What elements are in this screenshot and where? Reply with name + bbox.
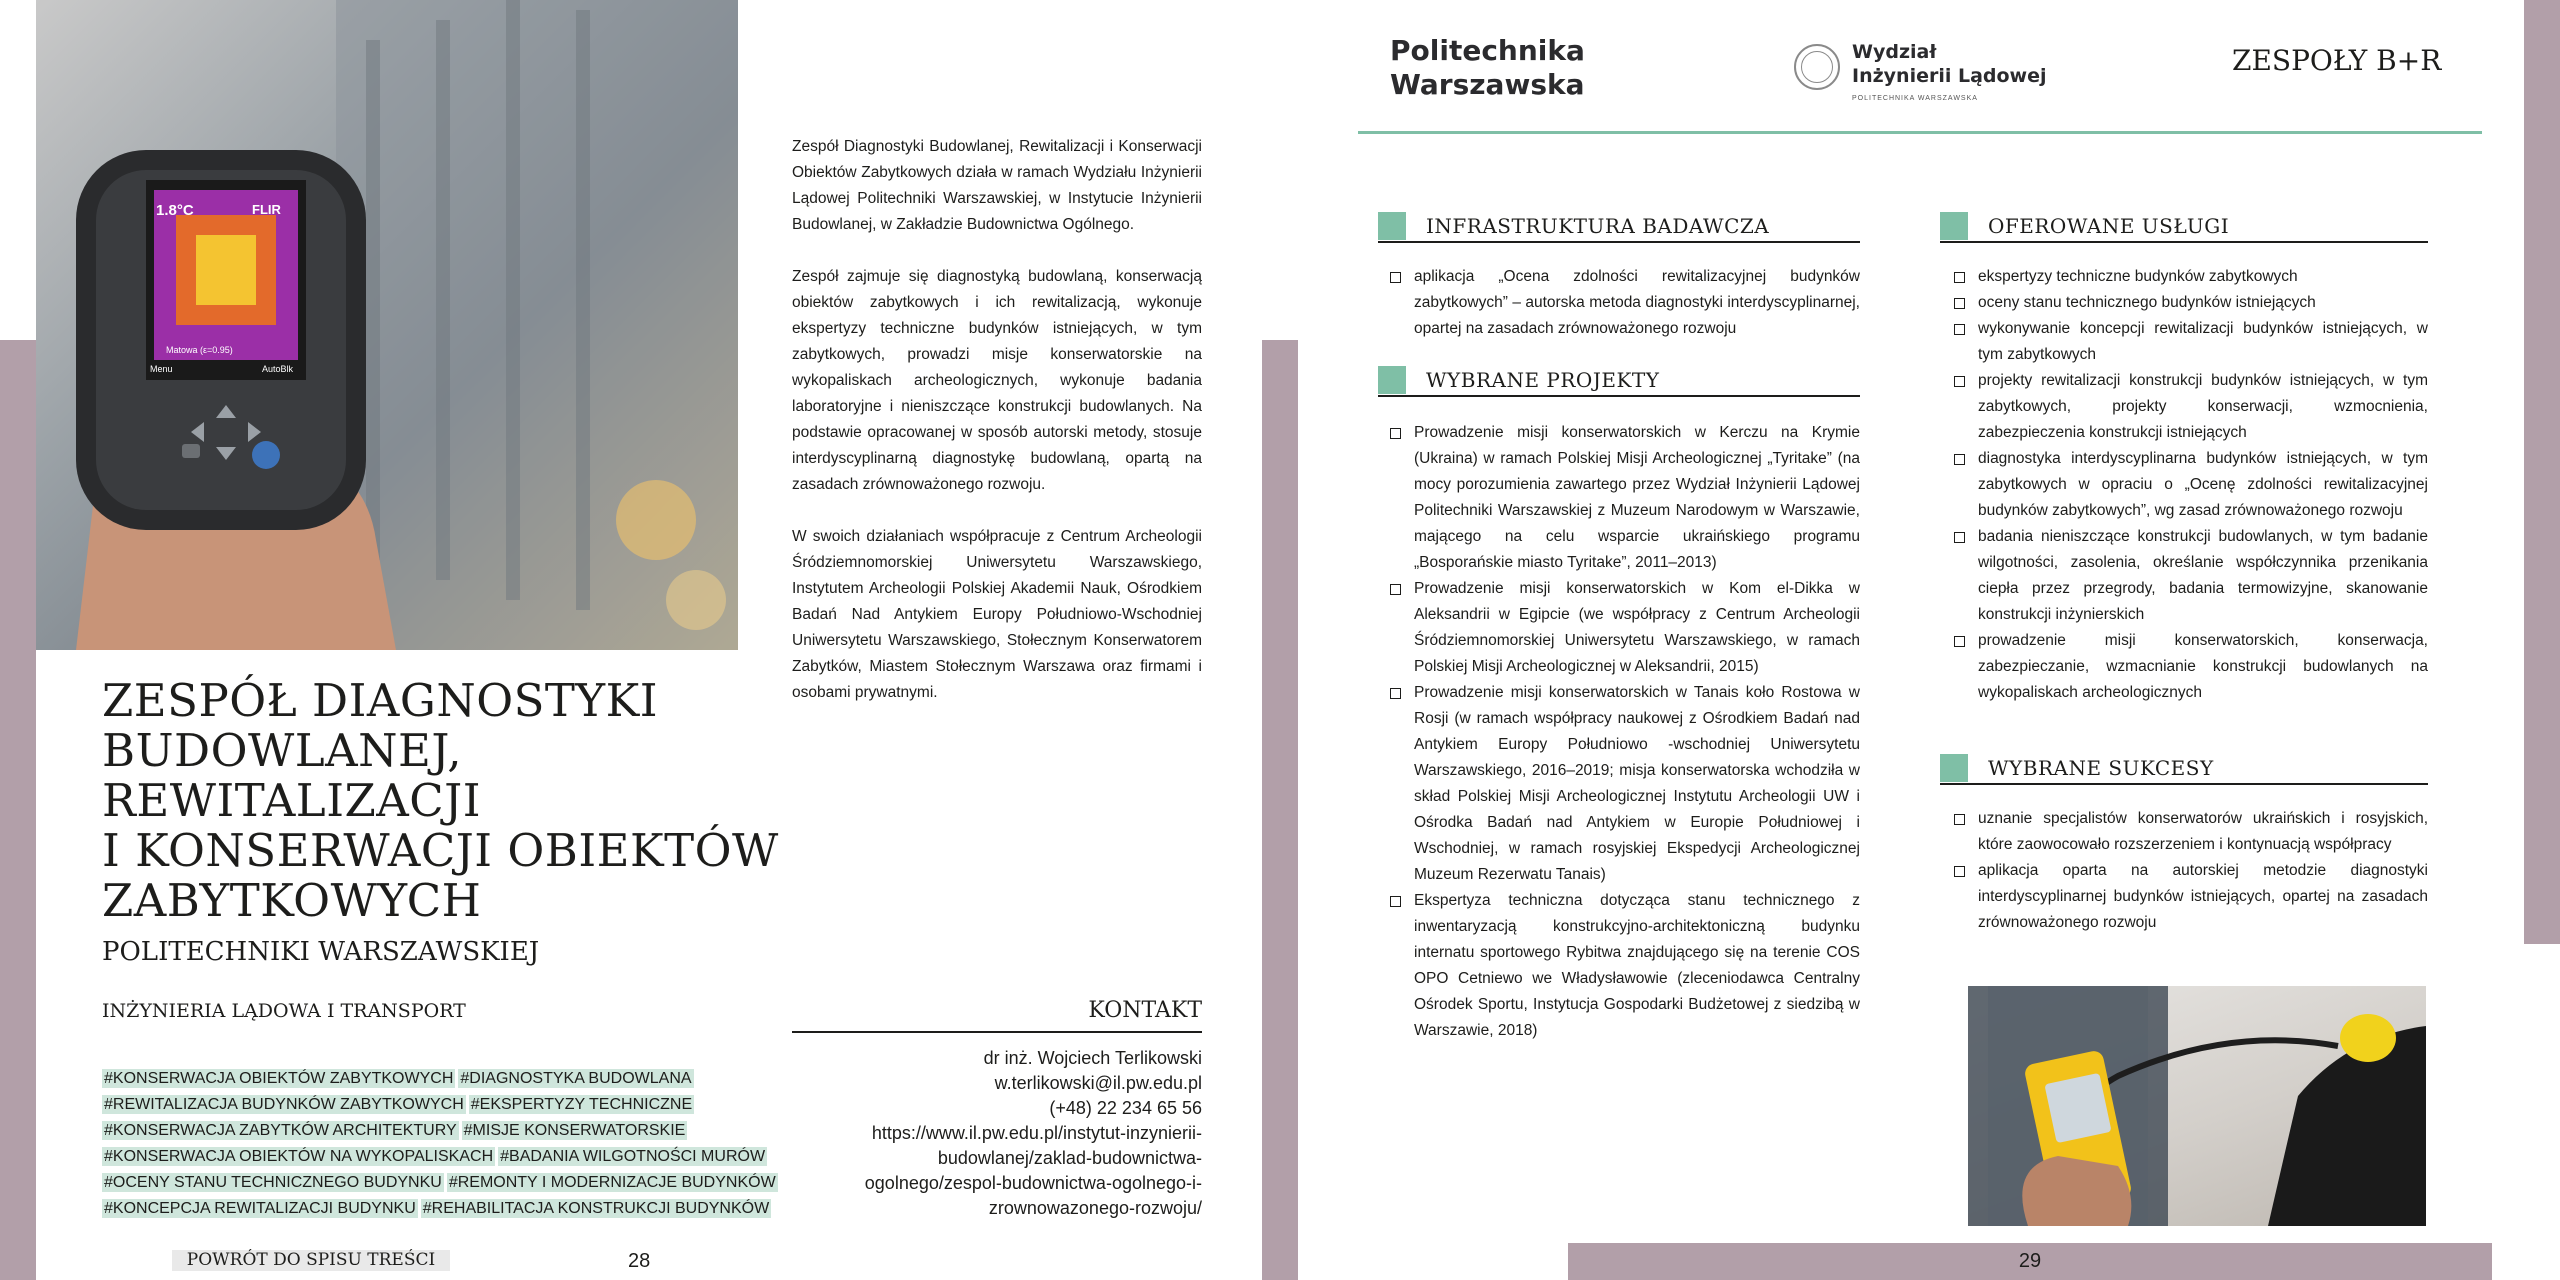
- list-item: [1390, 680, 1860, 888]
- checkbox-bullet-icon: [1954, 272, 1965, 283]
- list-item-text: wykonywanie koncepcji rewitalizacji budynków istniejących, w tym zabytkowych: [1978, 320, 2428, 363]
- list-item-text: oceny stanu technicznego budynków istniejących: [1978, 294, 2316, 311]
- team-title: [102, 674, 779, 927]
- hashtag: #REHABILITACJA KONSTRUKCJI BUDYNKÓW: [422, 1200, 770, 1217]
- left-mauve-bar: [0, 340, 36, 1280]
- list-item: [1390, 888, 1860, 1044]
- title-line: ZABYTKOWYCH: [102, 874, 482, 927]
- infrastructure-heading: [1378, 212, 1860, 242]
- camera-mode-label: Matowa (ε=0.95): [166, 345, 233, 355]
- checkbox-bullet-icon: [1390, 584, 1401, 595]
- list-item-text: uznanie specjalistów konserwatorów ukraińskich i rosyjskich, które zaowocowało rozszerzeniem i kontynuacją współpracy: [1978, 810, 2428, 853]
- title-line: I KONSERWACJI OBIEKTÓW: [102, 824, 779, 877]
- infrastructure-list: [1390, 264, 1860, 342]
- hashtag-line: [102, 1092, 802, 1118]
- contact-divider: [792, 1031, 1202, 1033]
- heading-label: WYBRANE SUKCESY: [1988, 756, 2214, 780]
- contact-url-line: budowlanej/zaklad-budownictwa-: [937, 1148, 1202, 1168]
- section-label: ZESPOŁY B+R: [2232, 44, 2442, 77]
- hashtag-line: [102, 1196, 802, 1222]
- checkbox-bullet-icon: [1954, 454, 1965, 465]
- faculty-line: Wydział: [1852, 41, 1937, 63]
- successes-list: [1954, 806, 2428, 936]
- header-divider: [1358, 131, 2482, 134]
- list-item: [1954, 446, 2428, 524]
- heading-square-icon: [1940, 754, 1968, 782]
- hashtag: #KONSERWACJA OBIEKTÓW ZABYTKOWYCH: [104, 1070, 454, 1087]
- contact-url-line: https://www.il.pw.edu.pl/instytut-inzynierii-: [871, 1123, 1202, 1143]
- hashtag: #EKSPERTYZY TECHNICZNE: [470, 1096, 693, 1113]
- checkbox-bullet-icon: [1954, 532, 1965, 543]
- list-item: [1954, 806, 2428, 858]
- faculty-subtitle: POLITECHNIKA WARSZAWSKA: [1852, 95, 1978, 102]
- hashtag: #KONCEPCJA REWITALIZACJI BUDYNKU: [104, 1200, 416, 1217]
- successes-heading: [1940, 754, 2428, 784]
- list-item: [1954, 858, 2428, 936]
- contact-email-link[interactable]: w.terlikowski@il.pw.edu.pl: [994, 1073, 1202, 1093]
- heading-rule: [1378, 395, 1860, 397]
- list-item-text: badania nieniszczące konstrukcji budowlanych, w tym badanie wilgotności, zasolenia, określanie współczynnika przenikania ciepła przez przegrody, badania termowizyjne, skanowanie konstrukcji inżynierskich: [1978, 528, 2428, 623]
- university-logo: [1390, 34, 1585, 102]
- list-item: [1390, 576, 1860, 680]
- thermal-camera-photo: [36, 0, 738, 650]
- moisture-meter-photo: [1968, 986, 2426, 1226]
- services-heading: [1940, 212, 2428, 242]
- hashtag: #DIAGNOSTYKA BUDOWLANA: [460, 1070, 692, 1087]
- camera-menu-label: Menu: [150, 364, 173, 374]
- list-item-text: ekspertyzy techniczne budynków zabytkowych: [1978, 268, 2298, 285]
- list-item: [1954, 264, 2428, 290]
- team-subtitle: POLITECHNIKI WARSZAWSKIEJ: [102, 937, 540, 967]
- list-item: [1390, 264, 1860, 342]
- heading-rule: [1940, 241, 2428, 243]
- center-mauve-bar: [1262, 340, 1298, 1280]
- hashtag: #REMONTY I MODERNIZACJE BUDYNKÓW: [448, 1174, 776, 1191]
- list-item-text: aplikacja oparta na autorskiej metodzie diagnostyki interdyscyplinarnej budynków istniejących, opartej na zasadach zrównoważonego rozwoju: [1978, 862, 2428, 931]
- list-item-text: Prowadzenie misji konserwatorskich w Kerczu na Krymie (Ukraina) w ramach Polskiej Misji Archeologicznej „Tyritake” (na mocy porozumienia zawartego przez Wydział Inżynierii Lądowej Politechniki Warszawskiej z Muzeum Narodowym w Warszawie, mającego na celu wsparcie ukraińskiego programu „Bosporańskie miasto Tyritake”, 2011–2013): [1414, 424, 1860, 571]
- list-item-text: projekty rewitalizacji konstrukcji budynków istniejących, w tym zabytkowych, projekty konserwacji, wzmocnienia, zabezpieczenia konstrukcji istniejących: [1978, 372, 2428, 441]
- team-description: [792, 134, 1202, 732]
- description-paragraph: Zespół zajmuje się diagnostyką budowlaną, konserwacją obiektów zabytkowych i ich rewitalizacją, wykonuje ekspertyzy techniczne budynków istniejących, w tym zabytkowych, prowadzi misje konserwatorskie na wykopaliskach archeologicznych, wykonuje badania laboratoryjne i nieniszczące konstrukcji budowlanych. Na podstawie opracowanej w sposób autorski metody, stosuje interdyscyplinarną diagnostykę budowlaną, opartą na zasadach zrównoważonego rozwoju.: [792, 268, 1202, 493]
- contact-name: dr inż. Wojciech Terlikowski: [983, 1048, 1202, 1068]
- camera-autoblk-label: AutoBlk: [262, 364, 294, 374]
- heading-square-icon: [1378, 366, 1406, 394]
- thermal-camera-illustration: [36, 0, 738, 650]
- list-item-text: Prowadzenie misji konserwatorskich w Kom el-Dikka w Aleksandrii w Egipcie (we współpracy z Centrum Archeologii Śródziemnomorskiej Uniwersytetu Warszawskiego, w ramach Polskiej Misji Archeologicznej w Aleksandrii, 2015): [1414, 580, 1860, 675]
- contact-heading: KONTAKT: [1088, 998, 1202, 1023]
- hashtag-line: [102, 1118, 802, 1144]
- checkbox-bullet-icon: [1954, 376, 1965, 387]
- contact-url-line: ogolnego/zespol-budownictwa-ogolnego-i-: [864, 1173, 1202, 1193]
- contact-url-link[interactable]: [792, 1121, 1202, 1221]
- services-list: [1954, 264, 2428, 706]
- list-item-text: Prowadzenie misji konserwatorskich w Tanais koło Rostowa w Rosji (w ramach współpracy naukowej z Ośrodkiem Badań nad Antykiem Europy Południowo -wschodniej Uniwersytetu Warszawskiego, 2016–2019; misja konserwatorska wchodziła w skład Polskiej Misji Archeologicznej Instytutu Archeologii UW i Ośrodka Badań nad Antykiem w Europie Południowej i Wschodniej, w ramach rosyjskiej Ekspedycji Archeologicznej Muzeum Rezerwatu Tanais): [1414, 684, 1860, 883]
- list-item: [1390, 420, 1860, 576]
- faculty-seal-icon: [1794, 44, 1840, 90]
- heading-label: OFEROWANE USŁUGI: [1988, 214, 2230, 238]
- camera-brand-label: FLIR: [252, 202, 281, 217]
- list-item: [1954, 524, 2428, 628]
- hashtag-line: [102, 1144, 802, 1170]
- checkbox-bullet-icon: [1390, 428, 1401, 439]
- list-item: [1954, 290, 2428, 316]
- checkbox-bullet-icon: [1390, 272, 1401, 283]
- list-item-text: Ekspertyza techniczna dotycząca stanu technicznego z inwentaryzacją konstrukcyjno-architektoniczną budynku internatu sportowego Rybitwa znajdującego się na terenie COS OPO Cetniewo we Władysławowie (zleceniodawca Centralny Ośrodek Sportu, Instytucja Gospodarki Budżetowej z siedzibą w Warszawie, 2018): [1414, 892, 1860, 1039]
- list-item: [1954, 316, 2428, 368]
- hashtag-line: [102, 1170, 802, 1196]
- right-mauve-bar: [2524, 0, 2560, 944]
- list-item-text: diagnostyka interdyscyplinarna budynków istniejących, w tym zabytkowych w opraciu o „Ocenę zdolności rewitalizacyjnej budynków zabytkowych”, wg zasad zrównoważonego rozwoju: [1978, 450, 2428, 519]
- checkbox-bullet-icon: [1954, 324, 1965, 335]
- list-item: [1954, 628, 2428, 706]
- title-line: BUDOWLANEJ,: [102, 724, 463, 777]
- checkbox-bullet-icon: [1954, 636, 1965, 647]
- hashtag: #REWITALIZACJA BUDYNKÓW ZABYTKOWYCH: [104, 1096, 464, 1113]
- hashtag: #BADANIA WILGOTNOŚCI MURÓW: [500, 1148, 766, 1165]
- projects-heading: [1378, 366, 1860, 396]
- list-item: [1954, 368, 2428, 446]
- hashtag: #KONSERWACJA ZABYTKÓW ARCHITEKTURY: [104, 1122, 457, 1139]
- description-paragraph: Zespół Diagnostyki Budowlanej, Rewitalizacji i Konserwacji Obiektów Zabytkowych działa w ramach Wydziału Inżynierii Lądowej Politechniki Warszawskiej, w Instytucie Inżynierii Budowlanej, w Zakładzie Budownictwa Ogólnego.: [792, 138, 1202, 233]
- contact-block: [792, 1046, 1202, 1221]
- checkbox-bullet-icon: [1954, 298, 1965, 309]
- heading-square-icon: [1378, 212, 1406, 240]
- hashtag: #KONSERWACJA OBIEKTÓW NA WYKOPALISKACH: [104, 1148, 494, 1165]
- title-line: REWITALIZACJI: [102, 774, 481, 827]
- heading-rule: [1940, 783, 2428, 785]
- list-item-text: prowadzenie misji konserwatorskich, konserwacja, zabezpieczanie, wzmacnianie konstrukcji budowlanych na wykopaliskach archeologicznych: [1978, 632, 2428, 701]
- back-to-contents-link[interactable]: POWRÓT DO SPISU TREŚCI: [172, 1250, 450, 1271]
- faculty-line: Inżynierii Lądowej: [1852, 65, 2047, 87]
- logo-line: Warszawska: [1390, 68, 1585, 101]
- seal-inner-ring: [1801, 51, 1833, 83]
- heading-rule: [1378, 241, 1860, 243]
- projects-list: [1390, 420, 1860, 1044]
- contact-url-line: zrownowazonego-rozwoju/: [988, 1198, 1202, 1218]
- logo-line: Politechnika: [1390, 34, 1585, 67]
- heading-label: WYBRANE PROJEKTY: [1426, 368, 1660, 392]
- checkbox-bullet-icon: [1390, 896, 1401, 907]
- page-number-right: 29: [1568, 1243, 2492, 1280]
- discipline-label: INŻYNIERIA LĄDOWA I TRANSPORT: [102, 1000, 466, 1022]
- page-number-left: 28: [628, 1250, 651, 1272]
- checkbox-bullet-icon: [1954, 814, 1965, 825]
- hashtag-line: [102, 1066, 802, 1092]
- hashtag: #MISJE KONSERWATORSKIE: [463, 1122, 686, 1139]
- moisture-meter-illustration: [1968, 986, 2426, 1226]
- heading-square-icon: [1940, 212, 1968, 240]
- contact-phone: (+48) 22 234 65 56: [1049, 1098, 1202, 1118]
- camera-temp-readout: 1.8°C: [156, 202, 194, 219]
- list-item-text: aplikacja „Ocena zdolności rewitalizacyjnej budynków zabytkowych” – autorska metoda diagnostyki interdyscyplinarnej, opartej na zasadach zrównoważonego rozwoju: [1414, 268, 1860, 337]
- hashtag: #OCENY STANU TECHNICZNEGO BUDYNKU: [104, 1174, 442, 1191]
- faculty-name: [1852, 40, 2047, 88]
- title-line: ZESPÓŁ DIAGNOSTYKI: [102, 674, 659, 727]
- checkbox-bullet-icon: [1954, 866, 1965, 877]
- hashtag-list: [102, 1066, 802, 1222]
- heading-label: INFRASTRUKTURA BADAWCZA: [1426, 214, 1770, 238]
- description-paragraph: W swoich działaniach współpracuje z Centrum Archeologii Śródziemnomorskiej Uniwersytetu Warszawskiego, Instytutem Archeologii Polskiej Akademii Nauk, Ośrodkiem Badań Nad Antykiem Europy Południowo-Wschodniej Uniwersytetu Warszawskiego, Stołecznym Konserwatorem Zabytków, Miastem Stołecznym Warszawa oraz firmami i osobami prywatnymi.: [792, 528, 1202, 701]
- checkbox-bullet-icon: [1390, 688, 1401, 699]
